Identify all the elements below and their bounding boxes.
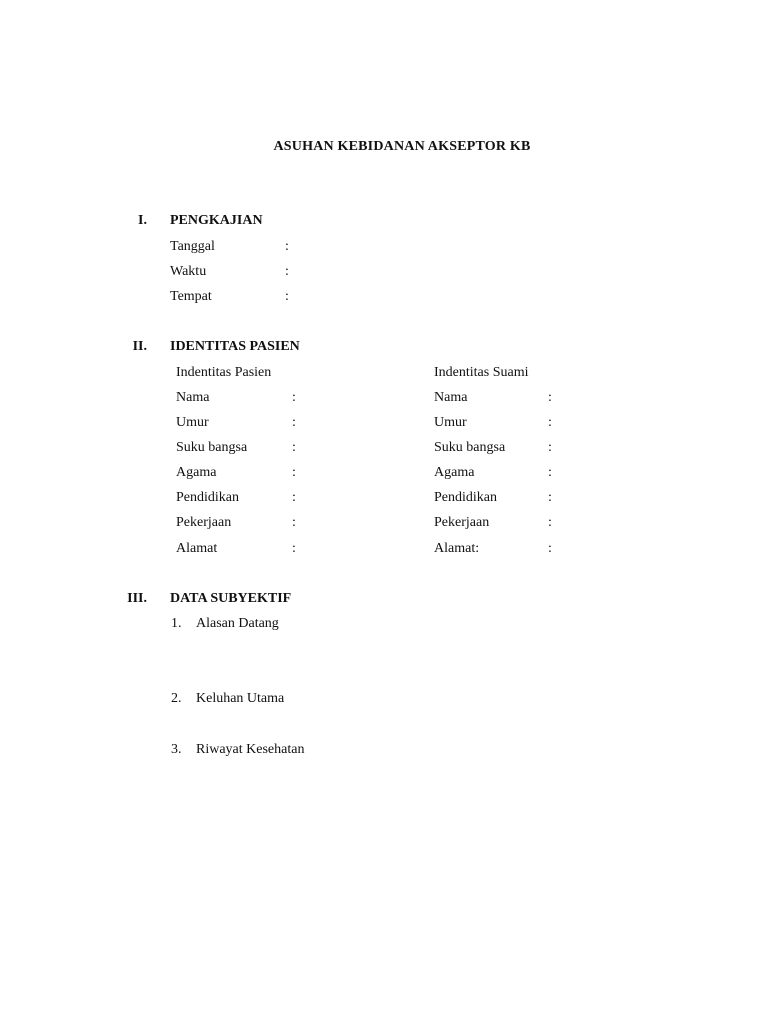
patient-field-label: Nama: [176, 390, 210, 405]
field-colon-waktu: :: [285, 264, 289, 279]
husband-field-label: Suku bangsa: [434, 440, 506, 455]
patient-field-label: Alamat: [176, 541, 218, 556]
husband-field-colon: :: [548, 440, 552, 455]
husband-field-colon: :: [548, 541, 552, 556]
patient-identity-heading: Indentitas Pasien: [176, 365, 272, 380]
patient-field-colon: :: [292, 515, 296, 530]
field-label-tanggal: Tanggal: [170, 239, 215, 254]
section-1-number: I.: [138, 213, 147, 228]
patient-field-colon: :: [292, 490, 296, 505]
list-item-number: 1.: [171, 616, 182, 631]
husband-field-label: Pekerjaan: [434, 515, 490, 530]
patient-field-label: Umur: [176, 415, 209, 430]
husband-field-colon: :: [548, 465, 552, 480]
section-3-heading: DATA SUBYEKTIF: [170, 591, 292, 606]
section-2-heading: IDENTITAS PASIEN: [170, 339, 300, 354]
patient-field-label: Pekerjaan: [176, 515, 232, 530]
patient-field-colon: :: [292, 541, 296, 556]
husband-field-colon: :: [548, 515, 552, 530]
section-2-number: II.: [132, 339, 147, 354]
husband-field-label: Agama: [434, 465, 475, 480]
patient-field-colon: :: [292, 465, 296, 480]
husband-field-colon: :: [548, 390, 552, 405]
list-item-label: Keluhan Utama: [196, 691, 285, 706]
list-item-label: Riwayat Kesehatan: [196, 742, 305, 757]
list-item-number: 3.: [171, 742, 182, 757]
husband-field-colon: :: [548, 490, 552, 505]
husband-field-label: Nama: [434, 390, 468, 405]
patient-field-label: Agama: [176, 465, 217, 480]
list-item-label: Alasan Datang: [196, 616, 279, 631]
section-1-heading: PENGKAJIAN: [170, 213, 263, 228]
patient-field-colon: :: [292, 440, 296, 455]
document-title: ASUHAN KEBIDANAN AKSEPTOR KB: [273, 139, 531, 154]
husband-field-label: Umur: [434, 415, 467, 430]
patient-field-colon: :: [292, 390, 296, 405]
field-label-waktu: Waktu: [170, 264, 207, 279]
husband-field-label: Pendidikan: [434, 490, 497, 505]
patient-field-colon: :: [292, 415, 296, 430]
husband-field-colon: :: [548, 415, 552, 430]
patient-field-label: Pendidikan: [176, 490, 239, 505]
section-3-number: III.: [127, 591, 147, 606]
field-label-tempat: Tempat: [170, 289, 212, 304]
list-item-number: 2.: [171, 691, 182, 706]
field-colon-tanggal: :: [285, 239, 289, 254]
patient-field-label: Suku bangsa: [176, 440, 248, 455]
field-colon-tempat: :: [285, 289, 289, 304]
husband-field-label: Alamat:: [434, 541, 480, 556]
husband-identity-heading: Indentitas Suami: [434, 365, 529, 380]
